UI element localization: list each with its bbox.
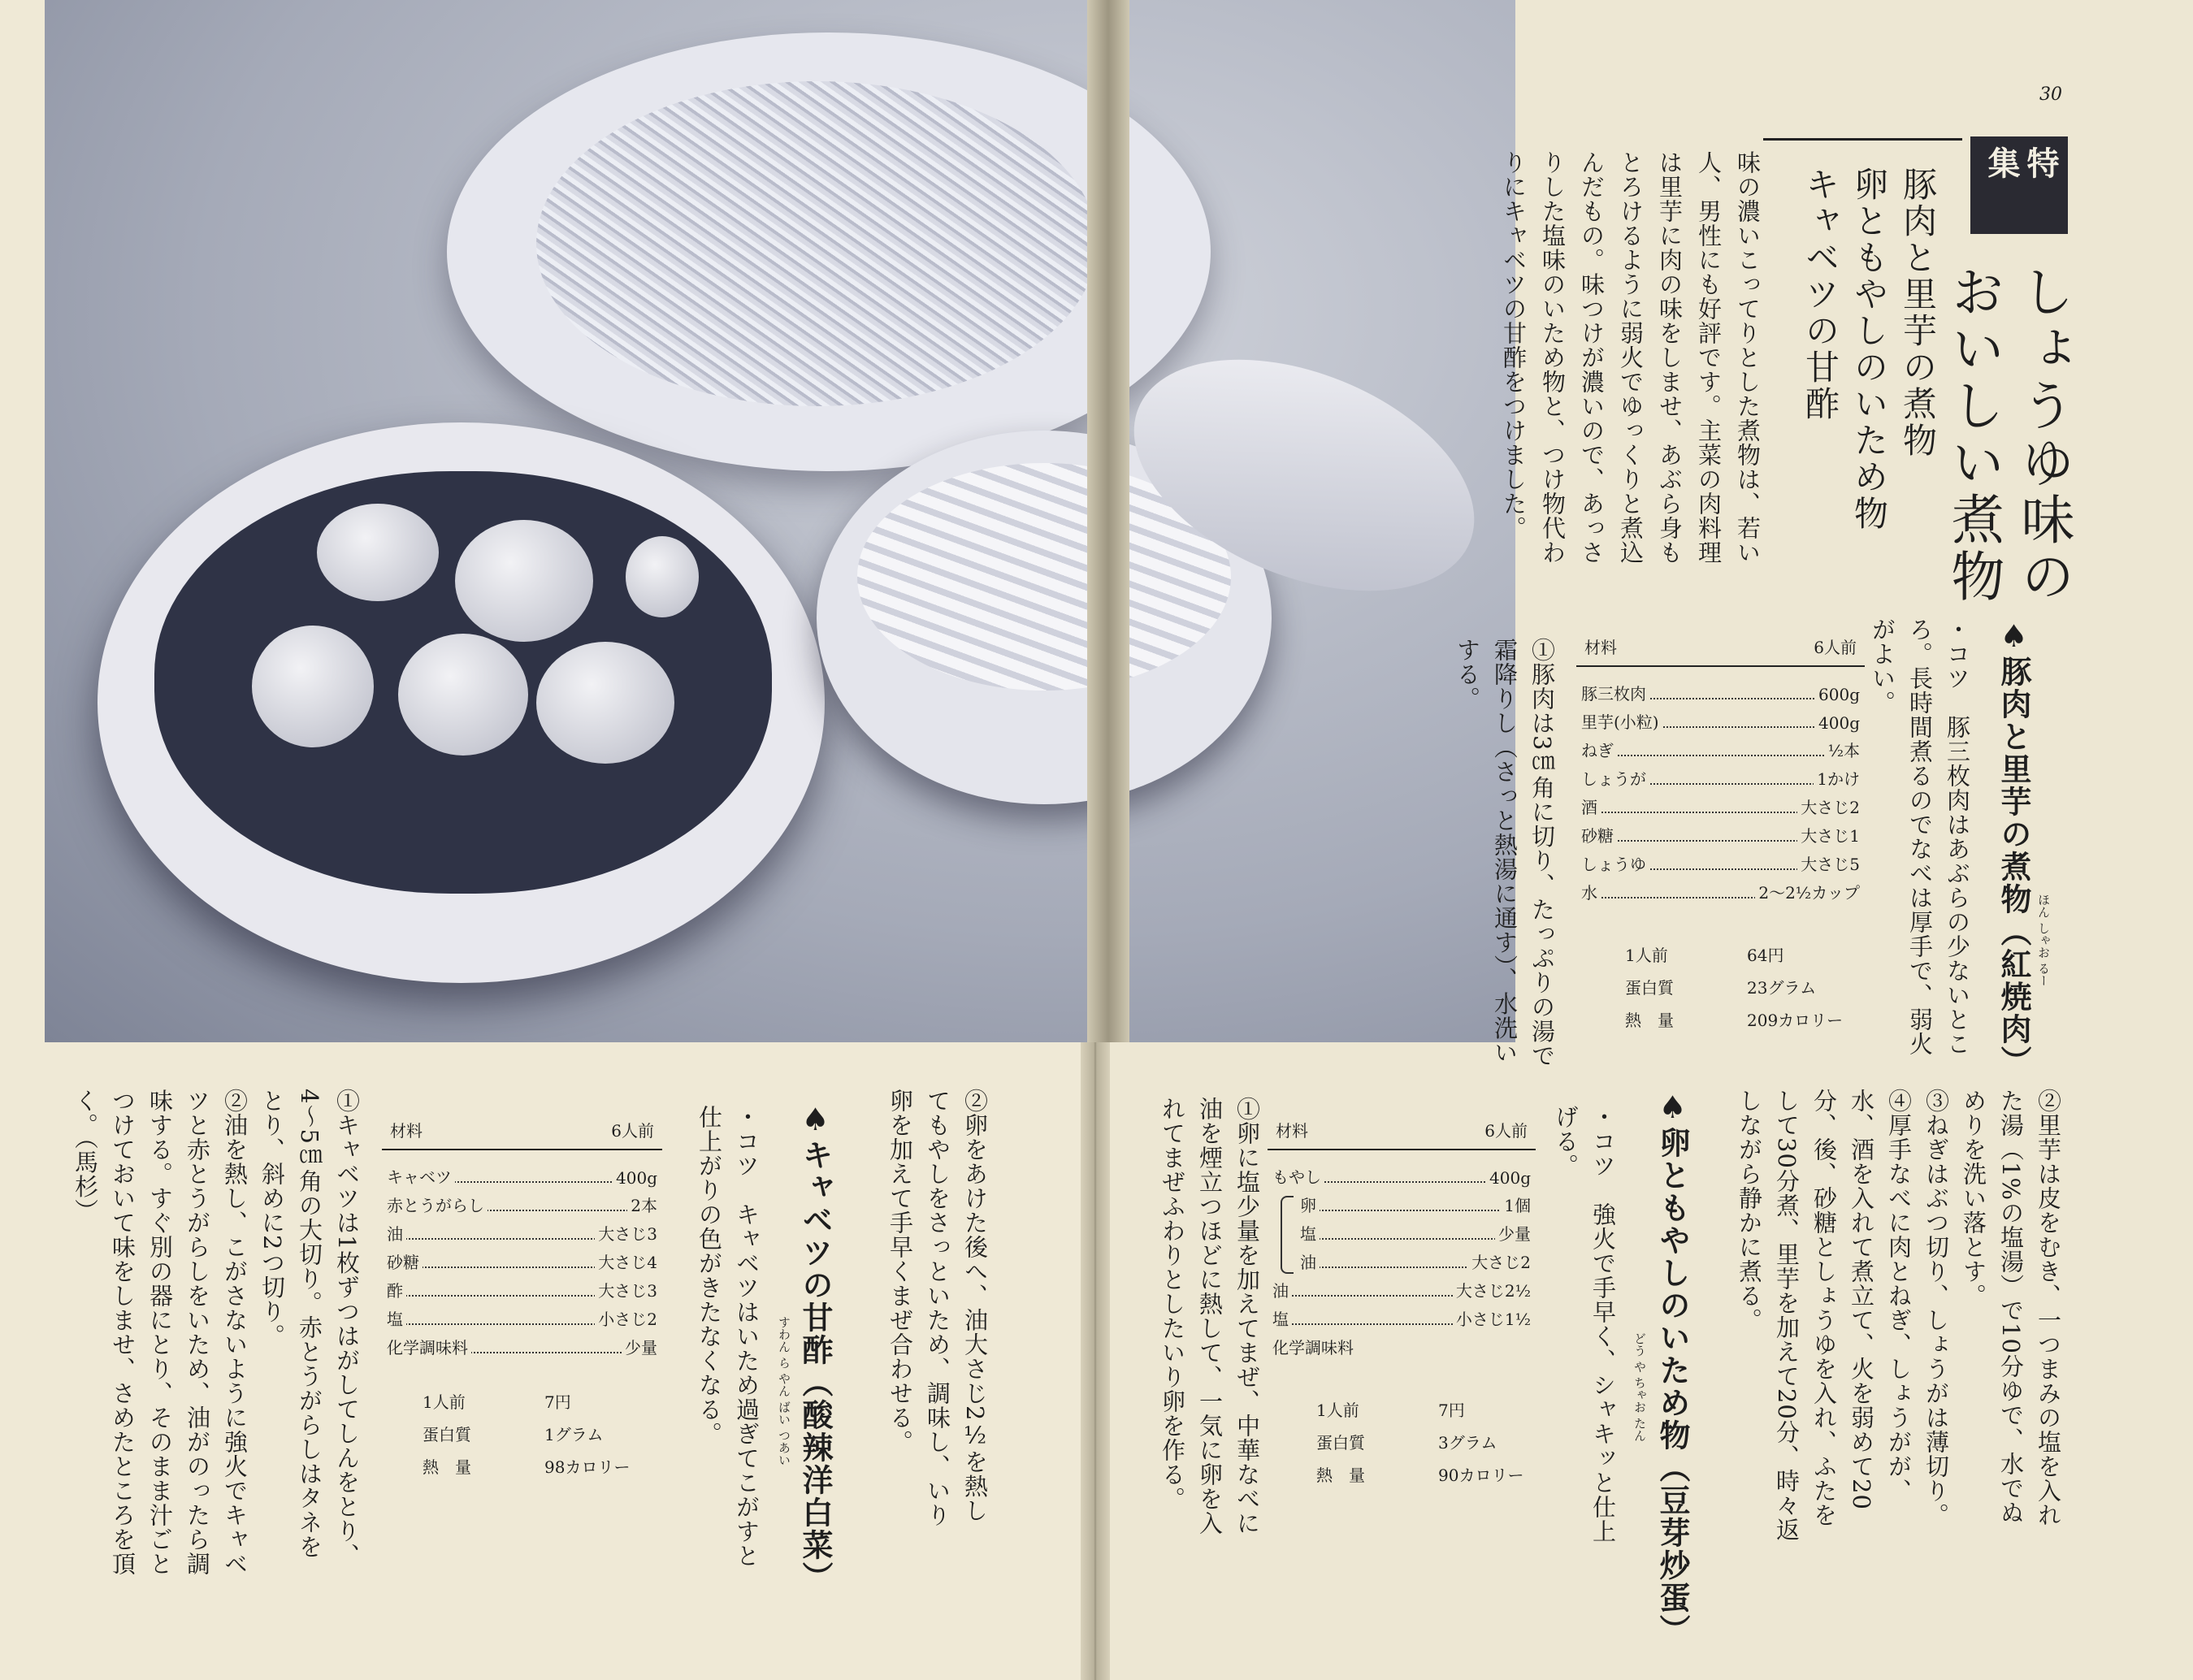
recipe-2-heading: ♠卵ともやしのいため物（豆芽炒蛋）	[1654, 1089, 1691, 1647]
recipe-1-tip: ・コツ 豚三枚肉はあぶらの少ないところ。長時間煮るのでなべは厚手で、弱火がよい。	[1869, 617, 1971, 1056]
stew-bowl-image	[98, 422, 825, 983]
recipe-1-heading: ♠豚肉と里芋の煮物（紅焼肉）	[1996, 617, 2032, 1078]
recipe-1-ruby: ほん しゃお るー	[2036, 894, 2051, 987]
article-subtitle: 豚肉と里芋の煮物 卵ともやしのいため物 キャベツの甘酢	[1801, 167, 1938, 532]
recipe-2-ruby: どう や ちゃお たん	[1632, 1332, 1647, 1442]
intro-text: 味の濃いこってりとした煮物は、若い人、男性にも好評です。主菜の肉料理は里芋に肉の味をしませ、あぶら身もとろけるように弱火でゆっくりと煮込んだもの。味つけが濃いので、あっさりした塩味のいため物と、つけ物代わりにキャベツの甘酢をつけました。	[1500, 150, 1762, 565]
recipe-3-ruby: すわん ら やん ばい つあい	[777, 1316, 791, 1466]
feature-badge: 特 集	[1970, 136, 2068, 234]
recipe-3-ingredients: 材料 6人前 キャベツ 400g 赤とうがらし 2本 油 大さじ3 砂糖 大さじ4 酢 大さじ3 塩 小さじ2 化学調味料 少量 1人前 7円 蛋白質 1グラム 熱 量 98カロリー	[382, 1113, 662, 1503]
food-photograph	[45, 0, 1515, 1042]
recipe-2-step-2: ②卵をあけた後へ、油大さじ2½を熱してもやしをさっといため、調味し、いり卵を加えて手早くまぜ合わせる。	[886, 1089, 989, 1527]
recipe-1-step-1: ①豚肉は3㎝角に切り、たっぷりの湯で霜降りし（さっと熱湯に通す）、水洗いする。	[1454, 638, 1556, 1068]
recipe-3-steps: ①キャベツは1枚ずつはがしてしんをとり、4〜5㎝角の大切り。赤とうがらしはタネをとり、斜めに2つ切り。 ②油を熱し、こがさないように強火でキャベツと赤とうがらしをいため、油がのったら調味する。すぐ別の器にとり、そのまま汁ごとつけておいて味をしませ、さめたところを頂く。（馬杉）	[72, 1089, 361, 1576]
recipe-3-tip: ・コツ キャベツはいため過ぎてこがすと仕上がりの色がきたなくなる。	[696, 1105, 761, 1568]
recipe-2-tip: ・コツ 強火で手早く、シャキッと仕上げる。	[1552, 1105, 1617, 1544]
title-rule	[1763, 138, 1962, 141]
page-number: 30	[2039, 84, 2062, 105]
recipe-1-steps: ②里芋は皮をむき、一つまみの塩を入れた湯（1%の塩湯）で10分ゆで、水でぬめりを洗い落とす。 ③ねぎはぶつ切り、しょうがは薄切り。 ④厚手なべに肉とねぎ、しょうがが、水、酒を入れて煮立て、火を弱めて20分、後、砂糖としょうゆを入れ、ふたをして30分煮、里芋を加えて20分、時々返しながら静かに煮る。	[1736, 1089, 2062, 1542]
recipe-2-step-1: ①卵に塩少量を加えてまぜ、中華なべに油を煙立つほどに熱して、一気に卵を入れてまぜふわりとしたいり卵を作る。	[1159, 1097, 1261, 1535]
recipe-2-ingredients: 材料 6人前 もやし 400g 卵 1個 塩 少量 油 大さじ2 油 大さじ2½ 塩 小さじ1½ 化学調味料 1人前 7円 蛋白質 3グラム 熱 量 90カロリー	[1268, 1113, 1536, 1519]
article-title: しょうゆ味の おいしい煮物	[1942, 264, 2074, 605]
recipe-3-heading: ♠キャベツの甘酢（酸辣洋白菜）	[797, 1101, 834, 1594]
recipe-1-ingredients: 材料 6人前 豚三枚肉 600g 里芋(小粒) 400g ねぎ ½本 しょうが 1かけ 酒 大さじ2 砂糖 大さじ1 しょうゆ 大さじ5 水 2〜2½カップ 1人前 64円 蛋白質 23グラム 熱 量 209カロリー	[1576, 630, 1865, 1036]
